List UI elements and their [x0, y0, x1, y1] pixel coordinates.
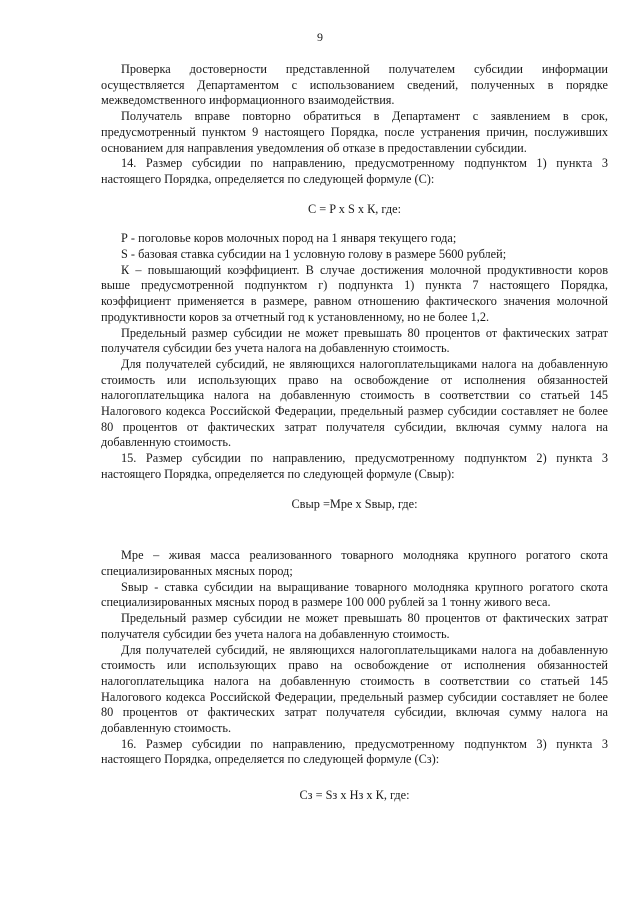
paragraph-verification: Проверка достоверности представленной получателем субсидии информации осуществляется Департаментом с использованием сведений, полученных в порядке межведомственного информационного взаимодействия. — [101, 62, 608, 108]
paragraph-vat-2: Для получателей субсидий, не являющихся налогоплательщиками налога на добавленную стоимость или использующих право на освобождение от исполнения обязанностей налогоплательщика налога на добавленную стоимость в соответствии со статьей 145 Налогового кодекса Российской Федерации, предельный размер субсидии составляет не более 80 процентов от фактических затрат получателя субсидии, включая сумму налога на добавленную стоимость. — [101, 642, 608, 736]
definition-svyr: Sвыр - ставка субсидии на выращивание товарного молодняка крупного рогатого скота специализированных мясных пород в размере 100 000 рублей за 1 тонну живого веса. — [101, 579, 608, 610]
paragraph-16: 16. Размер субсидии по направлению, предусмотренному подпунктом 3) пункта 3 настоящего Порядка, определяется по следующей формуле (Сз): — [101, 736, 608, 767]
formula-sz: Сз = Sз x Нз x К, где: — [299, 788, 410, 803]
formula-c: С = P x S x К, где: — [307, 201, 401, 216]
document-body — [101, 62, 608, 804]
formula-svyr: Свыр =Мре x Sвыр, где: — [291, 496, 418, 511]
paragraph-15: 15. Размер субсидии по направлению, предусмотренному подпунктом 2) пункта 3 настоящего Порядка, определяется по следующей формуле (Свыр): — [101, 451, 608, 481]
definition-p: Р - поголовье коров молочных пород на 1 января текущего года; — [121, 231, 457, 246]
paragraph-limit-2: Предельный размер субсидии не может превышать 80 процентов от фактических затрат получателя субсидии без учета налога на добавленную стоимость. — [101, 611, 608, 641]
page-number: 9 — [317, 30, 323, 44]
definition-s: S - базовая ставка субсидии на 1 условную голову в размере 5600 рублей; — [121, 247, 507, 262]
paragraph-limit-1: Предельный размер субсидии не может превышать 80 процентов от фактических затрат получателя субсидии без учета налога на добавленную стоимость. — [101, 325, 608, 356]
paragraph-reapply: Получатель вправе повторно обратиться в Департамент с заявлением в срок, предусмотренный пунктом 9 настоящего Порядка, после устранения причин, послуживших основанием для направления уведомления об отказе в предоставлении субсидии. — [101, 109, 608, 155]
definition-k: К – повышающий коэффициент. В случае достижения молочной продуктивности коров выше предусмотренной подпунктом г) подпункта 1) пункта 7 настоящего Порядка, коэффициент применяется в размере, равном отношению фактического значения молочной продуктивности коров за отчетный год к установленному, но не более 1,2. — [101, 262, 608, 324]
paragraph-vat-1: Для получателей субсидий, не являющихся налогоплательщиками налога на добавленную стоимость или использующих право на освобождение от исполнения обязанностей налогоплательщика налога на добавленную стоимость в соответствии со статьей 145 Налогового кодекса Российской Федерации, предельный размер субсидии составляет не более 80 процентов от фактических затрат получателя субсидии, включая сумму налога на добавленную стоимость. — [101, 356, 608, 450]
definition-mre: Мре – живая масса реализованного товарного молодняка крупного рогатого скота специализированных мясных пород; — [101, 548, 608, 578]
paragraph-14: 14. Размер субсидии по направлению, предусмотренному подпунктом 1) пункта 3 настоящего Порядка, определяется по следующей формуле (С): — [101, 156, 608, 186]
